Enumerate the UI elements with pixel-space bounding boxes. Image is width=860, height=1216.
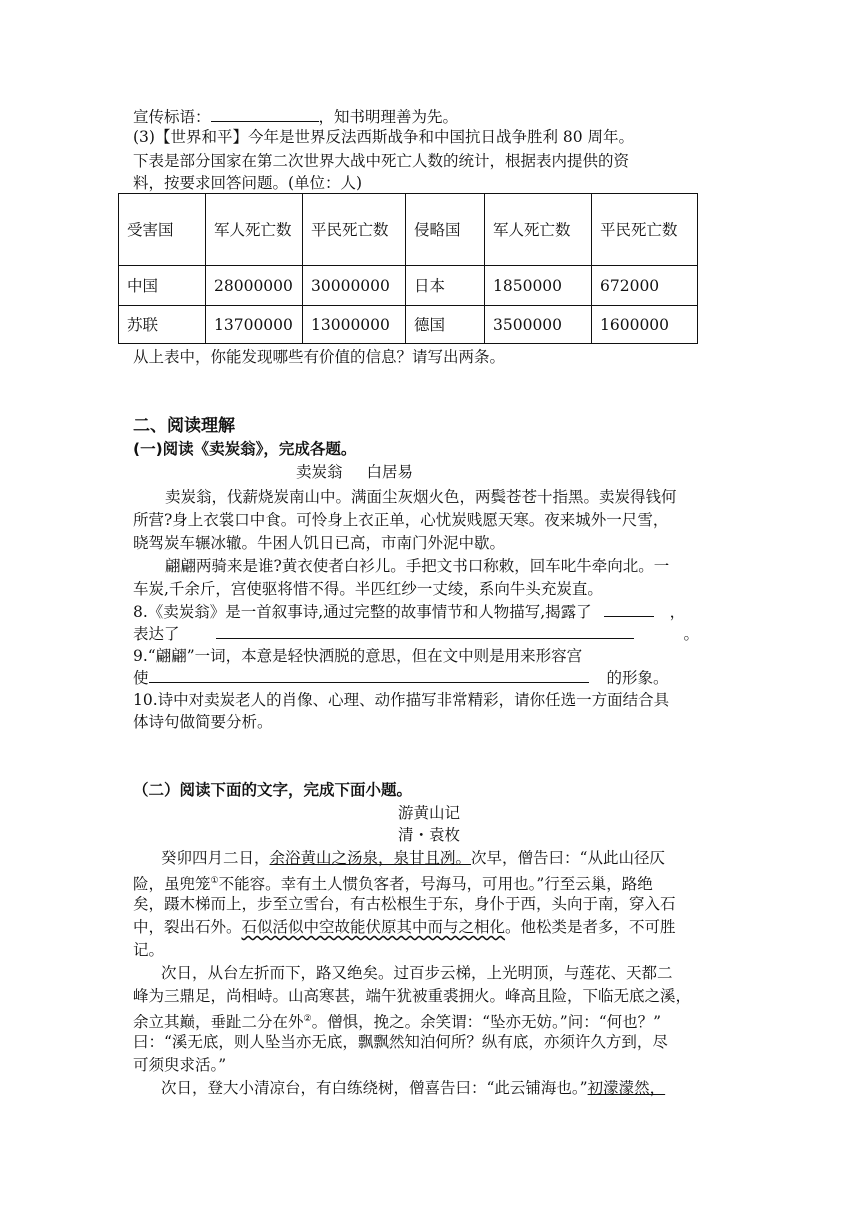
table-cell: 13700000 [206,306,303,344]
q3-line1: (3)【世界和平】今年是世界反法西斯战争和中国抗日战争胜利 80 周年。 [133,128,635,146]
essay-line [133,1009,661,1032]
table-cell: 日本 [406,266,485,306]
q3-line3: 料，按要求回答问题。(单位：人) [133,174,363,192]
question-9-text: 使 [133,669,149,687]
table-header: 军人死亡数 [206,194,303,266]
answer-blank[interactable] [604,602,654,617]
underlined-phrase: 余浴黄山之汤泉，泉甘且冽。 [269,849,472,867]
table-cell: 1600000 [592,306,698,344]
table-cell: 中国 [119,266,206,306]
essay-line [133,917,676,937]
section-heading: 二、阅读理解 [133,416,235,436]
essay-line: 次日，从台左折而下，路又绝矣。过百步云梯，上光明顶，与莲花、天都二 [161,964,673,982]
essay-line: 曰：“溪无底，则人坠当亦无底，飘飘然知泊何所？纵有底，亦须许久方到，尽 [133,1033,668,1051]
poem-author: 白居易 [366,463,414,481]
answer-blank[interactable] [216,624,634,639]
poem-title: 卖炭翁 [296,463,343,481]
essay-text: 。他松类是者多，不可胜 [505,918,676,936]
essay-line [133,871,653,894]
table-cell: 苏联 [119,306,206,344]
essay-author: 清・袁枚 [398,826,461,844]
essay-text: 次早，僧告曰：“从此山径仄 [471,849,665,867]
answer-blank[interactable] [149,668,589,683]
table-cell: 3500000 [485,306,592,344]
table-cell: 德国 [406,306,485,344]
slogan-line [133,107,458,127]
table-row [119,306,698,344]
essay-text: 余立其巅，垂趾二分在外 [133,1013,304,1032]
table-header: 平民死亡数 [303,194,406,266]
table-header: 军人死亡数 [485,194,592,266]
essay-line: 峰为三鼎足，尚相峙。山高寒甚，端午犹被重裘拥火。峰高且险，下临无底之溪， [133,987,692,1005]
slogan-rest: ，知书明理善为先。 [318,108,459,126]
table-header: 侵略国 [406,194,485,266]
table-header: 平民死亡数 [592,194,698,266]
essay-line [161,1078,665,1098]
question-9-line1: 9.“翩翩”一词，本意是轻快洒脱的意思，但在文中则是用来形容宫 [133,647,583,665]
underlined-phrase: 初濛濛然， [587,1079,666,1097]
part1-heading: (一)阅读《卖炭翁》，完成各题。 [133,440,357,458]
question-8-line1: 8.《卖炭翁》是一首叙事诗,通过完整的故事情节和人物描写,揭露了 ， [133,603,686,621]
essay-line: 矣，蹑木梯而上，步至立雪台，有古松根生于东，身仆于西，头向于南，穿入石 [133,895,676,913]
poem-line: 晓驾炭车辗冰辙。牛困人饥日已高，市南门外泥中歇。 [133,534,506,552]
slogan-label: 宣传标语： [133,108,211,126]
poem-line: 车炭,千余斤，宫使驱将惜不得。半匹红纱一丈绫，系向牛头充炭直。 [133,580,603,598]
question-10-line2: 体诗句做简要分析。 [133,713,273,731]
essay-line: 记。 [133,941,165,959]
poem-line: 卖炭翁，伐薪烧炭南山中。满面尘灰烟火色，两鬓苍苍十指黑。卖炭得钱何 [165,488,677,506]
question-10-line1: 10.诗中对卖炭老人的肖像、心理、动作描写非常精彩，请你任选一方面结合具 [133,691,670,709]
essay-text: 不能容。幸有土人惯负客者，号海马，可用也。”行至云巢，路绝 [218,875,653,894]
essay-text: 癸卯四月二日， [161,849,270,867]
q3-line2: 下表是部分国家在第二次世界大战中死亡人数的统计，根据表内提供的资 [133,152,630,170]
table-cell: 28000000 [206,266,303,306]
table-cell: 1850000 [485,266,592,306]
question-8-text2: 表达了 [133,625,180,643]
question-9-line2 [133,668,669,688]
poem-line: 所营?身上衣裳口中食。可怜身上衣正单，心忧炭贱愿天寒。夜来城外一尺雪， [133,511,669,529]
footnote-mark: ② [303,1014,312,1024]
essay-text: 次日，登大小清凉台，有白练绕树，僧喜告曰：“此云铺海也。” [161,1079,588,1097]
table-header-row [119,194,698,266]
table-header: 受害国 [119,194,206,266]
footnote-mark: ① [210,876,219,886]
essay-text: 险，虽兜笼 [133,875,211,894]
poem-line: 翩翩两骑来是谁?黄衣使者白衫儿。手把文书口称敕，回车叱牛牵向北。一 [165,557,670,575]
casualty-table [118,193,698,344]
table-row [119,266,698,306]
essay-text: 中，裂出石外。 [133,918,242,936]
question-9-end: 的形象。 [606,669,669,687]
part2-heading: （二）阅读下面的文字，完成下面小题。 [133,781,413,799]
wavy-underlined-sentence: 石似活似中空故能伏原其中而与之相化 [241,918,506,936]
essay-title: 游黄山记 [398,804,461,822]
essay-text: 。僧惧，挽之。余笑谓：“坠亦无妨。”问：“何也？” [311,1013,662,1032]
table-cell: 30000000 [303,266,406,306]
essay-line: 可须臾求活。” [133,1056,227,1074]
poem-title-line [296,462,413,482]
question-8-line2: 表达了 。 [133,625,700,643]
question-8-text: 8.《卖炭翁》是一首叙事诗,通过完整的故事情节和人物描写,揭露了 [133,603,592,621]
answer-blank[interactable] [211,107,319,122]
table-cell: 672000 [592,266,698,306]
q3-ask: 从上表中，你能发现哪些有价值的信息？请写出两条。 [133,348,506,366]
essay-line [161,848,665,868]
table-cell: 13000000 [303,306,406,344]
